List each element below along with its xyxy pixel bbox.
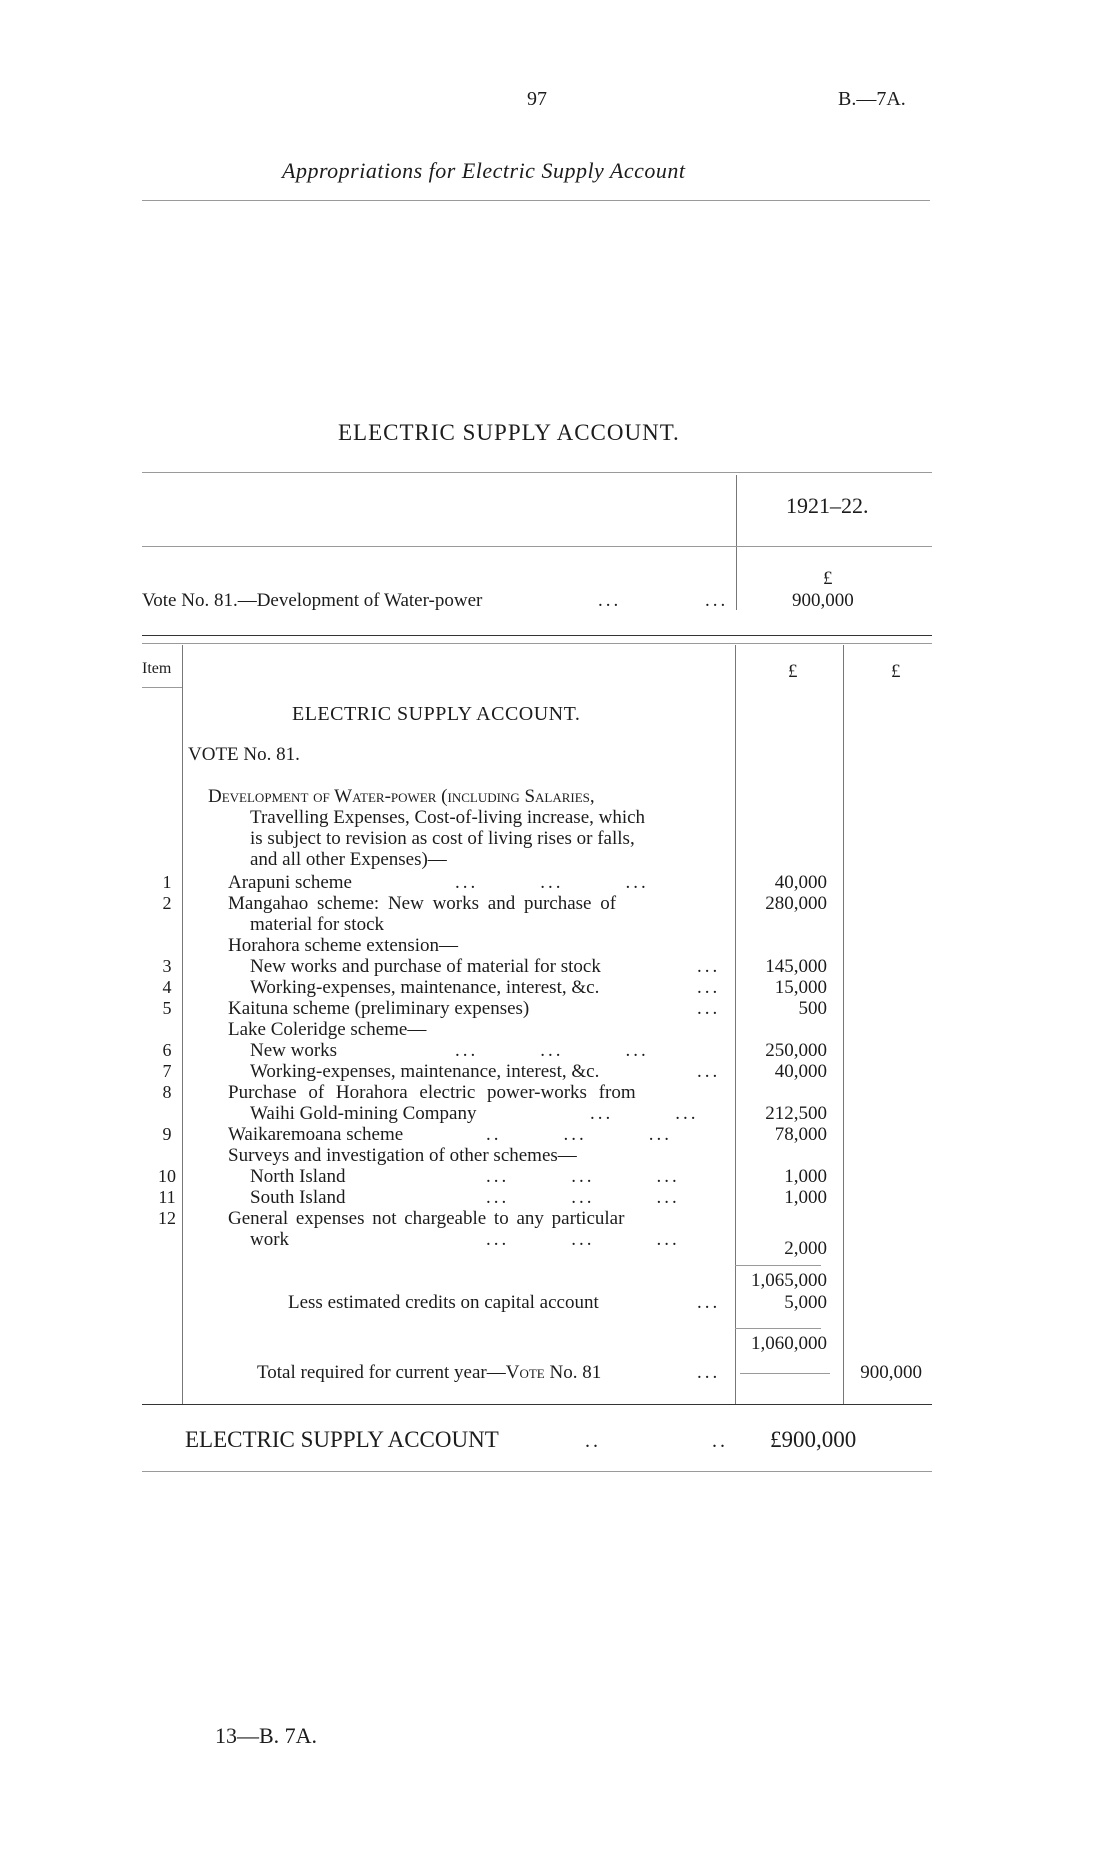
- line-text: material for stock: [250, 914, 385, 935]
- leader-dots: ...: [697, 977, 721, 998]
- line-amount: 2,000: [784, 1238, 827, 1259]
- net-rule: [735, 1328, 821, 1329]
- detail-item-column-rule: [182, 645, 183, 1405]
- total-label-vote: Vote: [505, 1362, 545, 1383]
- grand-total-dots: ..: [585, 1430, 601, 1452]
- intro-line: Travelling Expenses, Cost-of-living increase, which: [250, 807, 646, 828]
- item-header-underline: [142, 687, 182, 688]
- line-text: Mangahao scheme: New works and purchase of: [228, 893, 617, 914]
- summary-column-rule: [736, 475, 737, 610]
- line-amount: 212,500: [765, 1103, 827, 1124]
- line-text: Waikaremoana scheme: [228, 1124, 404, 1145]
- line-amount: 250,000: [765, 1040, 827, 1061]
- item-number: 11: [158, 1187, 176, 1207]
- line-text: South Island: [250, 1187, 346, 1208]
- line-amount: 40,000: [774, 1061, 827, 1082]
- summary-top-rule: [142, 472, 932, 473]
- detail-top-rule: [142, 643, 932, 644]
- grand-top-rule: [142, 1404, 932, 1405]
- detail-vote-title: VOTE No. 81.: [188, 744, 300, 765]
- item-number: 12: [158, 1208, 176, 1228]
- line-text: New works and purchase of material for stock: [250, 956, 601, 977]
- intro-line: Development of Water-power (including Salaries,: [208, 786, 595, 807]
- line-amount: 1,000: [784, 1166, 827, 1187]
- summary-vote-dots: ...: [598, 590, 622, 611]
- summary-header-rule: [142, 546, 932, 547]
- line-text: North Island: [250, 1166, 346, 1187]
- subtotal-amount: 1,065,000: [751, 1270, 827, 1291]
- item-number: 8: [162, 1082, 172, 1102]
- header-rule: [142, 200, 930, 201]
- line-text: work: [250, 1229, 290, 1250]
- line-amount: 1,000: [784, 1187, 827, 1208]
- intro-line: is subject to revision as cost of living rises or falls,: [250, 828, 635, 849]
- footer-signature: 13—B. 7A.: [215, 1723, 318, 1748]
- item-column-header: Item: [142, 660, 172, 677]
- detail-amount2-column-rule: [843, 645, 844, 1405]
- total-required-amount: 900,000: [860, 1362, 922, 1383]
- line-text: New works: [250, 1040, 338, 1061]
- summary-vote-amount: 900,000: [792, 590, 854, 611]
- subtotal-rule: [735, 1265, 821, 1266]
- less-credits-label: Less estimated credits on capital account: [288, 1292, 599, 1313]
- leader-dots: ...: [697, 1061, 721, 1082]
- total-label-text: Total required for current year—: [257, 1362, 506, 1383]
- leader-dots: ...: [697, 1362, 721, 1383]
- total-rule: [740, 1373, 830, 1374]
- leader-dots: ... ... ...: [455, 872, 649, 893]
- item-number: 7: [162, 1061, 172, 1081]
- line-text: Kaituna scheme (preliminary expenses): [228, 998, 530, 1019]
- line-amount: 280,000: [765, 893, 827, 914]
- grand-bottom-rule: [142, 1471, 932, 1472]
- detail-account-title: ELECTRIC SUPPLY ACCOUNT.: [292, 703, 581, 725]
- line-text: Working-expenses, maintenance, interest, &c.: [250, 977, 600, 998]
- leader-dots: ... ... ...: [486, 1166, 680, 1187]
- leader-dots: .. ... ...: [486, 1124, 672, 1145]
- intro-line: and all other Expenses)—: [250, 849, 447, 870]
- item-number: 1: [162, 872, 172, 892]
- amount2-currency-header: £: [891, 661, 901, 682]
- summary-vote-dots: ...: [705, 590, 729, 611]
- summary-currency-symbol: £: [823, 568, 833, 589]
- item-number: 4: [162, 977, 172, 997]
- item-number: 10: [158, 1166, 176, 1186]
- total-required-label: [257, 1362, 601, 1383]
- grand-total-label: ELECTRIC SUPPLY ACCOUNT: [185, 1427, 499, 1452]
- summary-vote-label: Vote No. 81.—Development of Water-power: [142, 590, 483, 611]
- leader-dots: ...: [697, 1292, 721, 1313]
- line-amount: 78,000: [774, 1124, 827, 1145]
- line-text: Arapuni scheme: [228, 872, 352, 893]
- page-number: 97: [527, 88, 547, 110]
- line-text: Purchase of Horahora electric power-works from: [228, 1082, 636, 1103]
- leader-dots: ...: [697, 956, 721, 977]
- line-text: Surveys and investigation of other schemes—: [228, 1145, 577, 1166]
- summary-title: ELECTRIC SUPPLY ACCOUNT.: [338, 420, 680, 445]
- grand-total-amount: £900,000: [770, 1427, 857, 1452]
- leader-dots: ... ...: [590, 1103, 699, 1124]
- line-amount: 500: [798, 998, 827, 1019]
- summary-year-header: 1921–22.: [786, 493, 869, 518]
- item-number: 6: [162, 1040, 172, 1060]
- item-number: 5: [162, 998, 172, 1018]
- grand-total-dots: ..: [712, 1430, 728, 1452]
- document-reference: B.—7A.: [838, 88, 906, 110]
- net-amount: 1,060,000: [751, 1333, 827, 1354]
- detail-amount1-column-rule: [735, 645, 736, 1405]
- line-text: General expenses not chargeable to any particular: [228, 1208, 625, 1229]
- total-label-number: No. 81: [544, 1362, 602, 1383]
- amount1-currency-header: £: [788, 661, 798, 682]
- item-number: 9: [162, 1124, 172, 1144]
- less-credits-amount: 5,000: [784, 1292, 827, 1313]
- leader-dots: ... ... ...: [455, 1040, 649, 1061]
- line-text: Horahora scheme extension—: [228, 935, 459, 956]
- leader-dots: ... ... ...: [486, 1229, 680, 1250]
- item-number: 2: [162, 893, 172, 913]
- line-text: Waihi Gold-mining Company: [250, 1103, 477, 1124]
- line-amount: 145,000: [765, 956, 827, 977]
- line-amount: 40,000: [774, 872, 827, 893]
- running-title: Appropriations for Electric Supply Account: [282, 158, 686, 183]
- line-text: Working-expenses, maintenance, interest, &c.: [250, 1061, 600, 1082]
- summary-bottom-rule: [142, 635, 932, 636]
- leader-dots: ... ... ...: [486, 1187, 680, 1208]
- leader-dots: ...: [697, 998, 721, 1019]
- line-amount: 15,000: [774, 977, 827, 998]
- line-text: Lake Coleridge scheme—: [228, 1019, 427, 1040]
- item-number: 3: [162, 956, 172, 976]
